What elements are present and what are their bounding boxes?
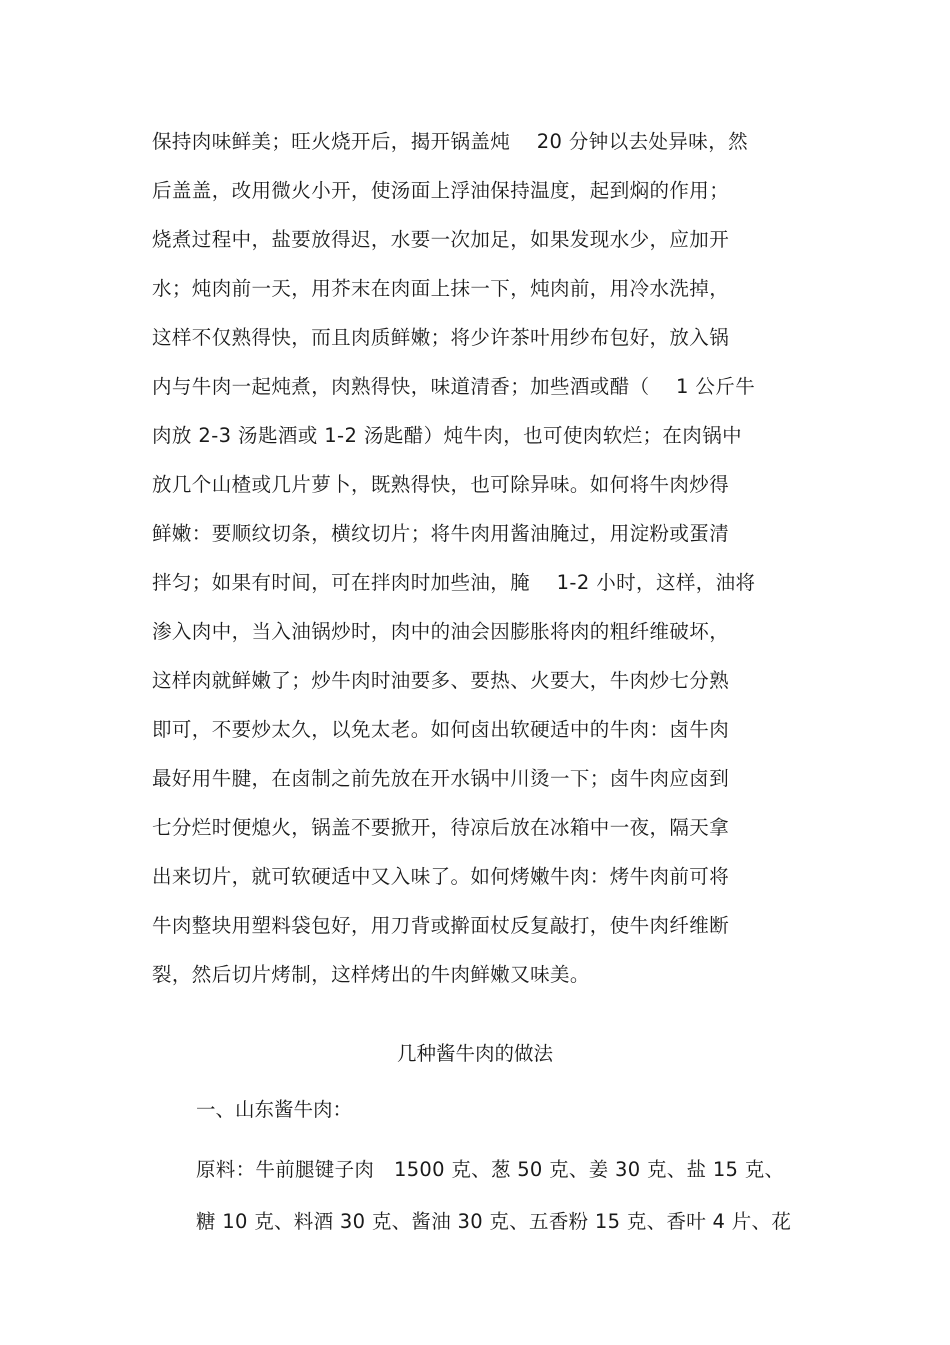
text-line: 裂，然后切片烤制，这样烤出的牛肉鲜嫩又味美。 [152, 963, 590, 986]
body-text [152, 122, 812, 1004]
text-line: 放几个山楂或几片萝卜，既熟得快，也可除异味。如何将牛肉炒得 [152, 473, 730, 496]
text-line: 渗入肉中，当入油锅炒时，肉中的油会因膨胀将肉的粗纤维破坏， [152, 620, 730, 643]
text-line: 这样肉就鲜嫩了；炒牛肉时油要多、要热、火要大，牛肉炒七分熟 [152, 669, 730, 692]
text-line: 烧煮过程中，盐要放得迟，水要一次加足，如果发现水少，应加开 [152, 228, 730, 251]
text-line: 后盖盖，改用微火小开，使汤面上浮油保持温度，起到焖的作用； [152, 179, 730, 202]
text-line: 鲜嫩：要顺纹切条，横纹切片；将牛肉用酱油腌过，用淀粉或蛋清 [152, 522, 730, 545]
text-line: 内与牛肉一起炖煮，肉熟得快，味道清香；加些酒或醋（ 1 公斤牛 [152, 375, 756, 398]
text-line: 最好用牛腱，在卤制之前先放在开水锅中川烫一下；卤牛肉应卤到 [152, 767, 730, 790]
text-line: 拌匀；如果有时间，可在拌肉时加些油，腌 1-2 小时，这样，油将 [152, 571, 756, 594]
text-line: 原料：牛前腿键子肉 1500 克、葱 50 克、姜 30 克、盐 15 克、 [196, 1158, 785, 1181]
subsection-title: 一、山东酱牛肉： [196, 1098, 353, 1121]
text-line: 这样不仅熟得快，而且肉质鲜嫩；将少许茶叶用纱布包好，放入锅 [152, 326, 730, 349]
text-line: 保持肉味鲜美；旺火烧开后，揭开锅盖炖 20 分钟以去处异味，然 [152, 130, 749, 153]
text-line: 糖 10 克、料酒 30 克、酱油 30 克、五香粉 15 克、香叶 4 片、花 [196, 1210, 792, 1233]
recipe-ingredients [196, 1150, 836, 1254]
text-line: 即可，不要炒太久，以免太老。如何卤出软硬适中的牛肉：卤牛肉 [152, 718, 730, 741]
text-line: 肉放 2-3 汤匙酒或 1-2 汤匙醋）炖牛肉，也可使肉软烂；在肉锅中 [152, 424, 742, 447]
text-line: 七分烂时便熄火，锅盖不要掀开，待凉后放在冰箱中一夜，隔天拿 [152, 816, 730, 839]
text-line: 水；炖肉前一天，用芥末在肉面上抹一下，炖肉前，用冷水洗掉， [152, 277, 730, 300]
text-line: 出来切片，就可软硬适中又入味了。如何烤嫩牛肉：烤牛肉前可将 [152, 865, 730, 888]
section-heading: 几种酱牛肉的做法 [396, 1042, 553, 1065]
text-line: 牛肉整块用塑料袋包好，用刀背或擀面杖反复敲打，使牛肉纤维断 [152, 914, 730, 937]
